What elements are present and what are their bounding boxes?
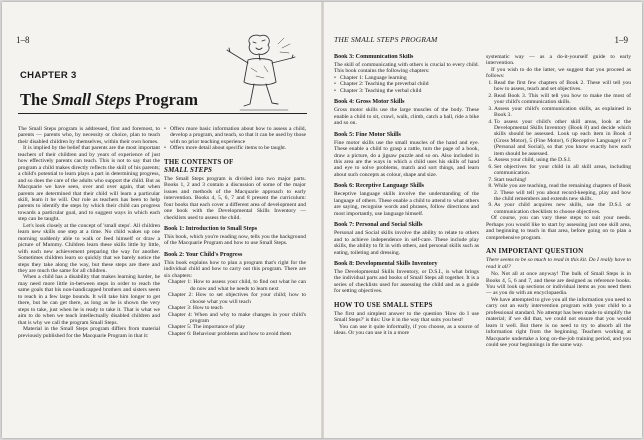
body-paragraph: When a child has a disability that makes learning harder, he may need more little in-between steps in order to reach the same goals that his non-handicapped brothers and sisters seem to reach in a few large bounds. It will take him longer to get there, but he can get there, as long as he is shown the very steps to take, just when he is ready to take it. That is what we aim to do when we teach intellectually disabled children and that is why we call the program Small Steps.: [18, 274, 160, 326]
list-item: • Chapter 1: Language learning: [340, 75, 479, 81]
list-item: • Chapter 2: How to set objectives for your child; how to choose what you will teach: [168, 292, 306, 305]
book-description: Receptive language skills involve the understanding of the language of others. These enable a child to attend to what others are saying, recognise words and phrases, follow directions and most importantly, use language himself.: [334, 191, 479, 217]
list-item: • Chapter 3: How to teach: [168, 305, 306, 311]
book-description: Gross motor skills use the large muscles of the body. These enable a child to sit, crawl, walk, climb, catch a ball, ride a bike and so on.: [334, 107, 479, 127]
section-heading-question: AN IMPORTANT QUESTION: [486, 247, 584, 256]
differences-list: [164, 126, 306, 152]
book-description: This book explains how to plan a program that's right for the individual child and how to carry out this program. There are six chapters:: [164, 259, 306, 279]
right-column-2: [486, 54, 631, 432]
book-heading: Book 6: Receptive Language Skills: [334, 183, 425, 190]
body-paragraph: The first and simplest answer to the question 'How do I use Small Steps?' is this: Use it in the way that suits you best!: [334, 310, 479, 324]
left-page: [2, 2, 321, 438]
left-column-2: [164, 126, 306, 431]
contents-paragraph: The Small Steps program is divided into two major parts. Books 1, 2 and 3 contain a discussion of some of the major issues and methods of the Macquarie approach to early intervention. Books 4, 5, 6, 7 and 8 present the curriculum: four books that each cover a different area of development and one book with the Developmental Skills Inventory — checklists used to assess the child.: [164, 175, 306, 221]
list-item: • Chapter 6: Behaviour problems and how to avoid them: [168, 331, 306, 337]
list-item: • Chapter 1: How to assess your child, to find out what he can do now and what he needs to learn next: [168, 279, 306, 292]
question-text: There seems to be so much to read in this kit. Do I really have to read it all?: [486, 257, 631, 270]
page-number: 1–8: [16, 35, 30, 45]
list-item: • Offers more detail about specific items to be taught.: [170, 145, 306, 151]
body-paragraph: systematic way — as a do-it-yourself guide to early intervention.: [486, 54, 631, 67]
left-column-1: [18, 126, 160, 431]
body-paragraph: You can use it quite informally, if you choose, as a source of ideas. Or you can use it in a more: [334, 323, 479, 337]
list-item: 3. Assess your child's communication skills, as explained in Book 3.: [494, 106, 631, 119]
answer-paragraph: No. Not all at once anyway! The bulk of Small Steps is in Books 4, 5, 6 and 7, and these are designed as reference books. You will look up sections or individual items as you need them — as you do with an encyclopaedia.: [486, 271, 631, 297]
body-paragraph: If you wish to do the latter, we suggest that you proceed as follows:: [486, 66, 631, 80]
list-item: • Chapter 5: The importance of play: [168, 324, 306, 330]
body-paragraph: Let's look closely at the concept of 'small steps'. All children learn new skills one step at a time. No child wakes up one morning suddenly able to walk or feed himself or draw a picture of Mummy. Children learn these skills little by little, with each new achievement preparing the way for another. Sometimes children learn so quickly that we barely notice the steps they take along the way, but these steps are there and they are much the same for all children.: [18, 222, 160, 274]
list-item: 5. Assess your child, using the D.S.I.: [494, 157, 631, 163]
steps-list: [486, 80, 631, 216]
book-heading: Book 5: Fine Motor Skills: [334, 131, 401, 138]
body-paragraph: Material in the Small Steps program differs from material previously published for the Macquarie Program in that it:: [18, 326, 160, 339]
list-item: 7. Start teaching!: [494, 177, 631, 183]
intro-paragraph: The Small Steps program is addressed, first and foremost, to parents — parents who, by necessity or choice, plan to teach their disabled children by themselves, within their own homes.: [18, 126, 160, 145]
title-rule: [18, 113, 307, 114]
body-paragraph: It is implied by the belief that parents are the most important teachers of their children and by years of experience of just how effectively parents can teach. This is not to say that the program a child makes directly reflects the skill of his parents; a child's potential to learn plays a part in determining progress, and so does the care of the adults who support the child. But as Macquarie we have seen, over and over again, that when parents are determined that their child will learn a particular skill, learn it he will. Our role as teachers has been to help parents to identify the steps by which their child can progress towards a particular goal, and to suggest ways in which each step can be taught.: [18, 145, 160, 223]
right-column-1: [334, 54, 479, 432]
book-description: The Developmental Skills Inventory, or D.S.I., is what brings the individual parts and books of Small Steps all together. It is a series of checklists used for assessing the child and as a guide for setting objectives.: [334, 268, 479, 295]
list-item: • Chapter 2: Teaching the preverbal child: [340, 81, 479, 87]
page-number: 1–9: [614, 35, 628, 45]
list-item: 6. Set objectives for your child in all skill areas, including communication.: [494, 164, 631, 177]
list-item: 1. Read the first few chapters of Book 2. These will tell you how to assess, teach and set objectives.: [494, 80, 631, 93]
child-sketch-illustration: [220, 30, 300, 114]
body-paragraph: Of course, you can vary these steps to suit your needs. Perhaps you would like to start by assessing just one skill area, and beginning to teach in that area, before going on to plan a comprehensive program.: [486, 215, 631, 241]
list-item: 4. To assess your child's other skill areas, look at the Developmental Skills Inventory (Book 8) and decide which skills should be assessed. Look up each item in Book 4 (Gross Motor), 5 (Fine Motor), 6 (Receptive Language) or 7 (Personal and Social), so that you know exactly how each item should be assessed.: [494, 119, 631, 158]
right-page: [324, 2, 642, 438]
book-heading: Book 4: Gross Motor Skills: [334, 99, 405, 106]
list-item: • Chapter 3: Teaching the verbal child: [340, 88, 479, 94]
list-item: • Chapter 4: When and why to make changes in your child's program: [168, 312, 306, 325]
list-item: 8. While you are teaching, read the remaining chapters of Book 2. These will tell you about record-keeping, play and how the child remembers and extends new skills.: [494, 183, 631, 202]
section-heading-contents: THE CONTENTS OF SMALL STEPS: [164, 157, 234, 174]
list-item: 9. As your child acquires new skills, use the D.S.I. or communication checklists to choose objectives.: [494, 202, 631, 215]
book-description: Fine motor skills use the small muscles of the hand and eye. These enable a child to grasp a rattle, turn the page of a book, draw a picture, do a jigsaw puzzle and so on. Also included in this area are the ways in which a child uses his skills of hand and eye to solve problems, match and sort things, and learn about such concepts as colour, shape and size.: [334, 139, 479, 178]
book-heading: Book 2: Your Child's Progress: [164, 251, 243, 258]
chapter-number: CHAPTER 3: [20, 70, 77, 81]
chapter-list: [164, 279, 306, 337]
book-description: The skill of communicating with others is crucial to every child. This book contains the following chapters:: [334, 62, 479, 75]
answer-paragraph: We have attempted to give you all the information you need to carry out an early intervention program with your child to a professional standard. No attempt has been made to simplify the material; if we did that, we could not ensure that you would learn it well. But there is no need to try to absorb all the information right from the beginning. Teachers working at Macquarie undertake a long on-the-job training period, and you could see your beginnings in the same way.: [486, 296, 631, 349]
book-heading: Book 1: Introduction to Small Steps: [164, 225, 258, 232]
section-heading-how-to-use: HOW TO USE SMALL STEPS: [334, 300, 433, 309]
chapter-list: [334, 75, 479, 94]
list-item: • Offers more basic information about how to assess a child, develop a program, and teach, so that it can be used by those with no prior teaching experience: [170, 126, 306, 145]
book-description: Personal and Social skills involve the ability to relate to others and to achieve independence in self-care. These include play skills, the ability to fit in with others, and personal skills such as eating, toileting and dressing.: [334, 230, 479, 256]
chapter-title: The Small Steps Program: [20, 90, 199, 109]
book-spread: [2, 2, 642, 438]
book-heading: Book 7: Personal and Social Skills: [334, 222, 423, 229]
book-heading: Book 3: Communication Skills: [334, 54, 414, 60]
book-description: This book, which you're reading now, tells you the background of the Macquarie Program and how to use Small Steps.: [164, 233, 306, 247]
book-heading: Book 8: Developmental Skills Inventory: [334, 260, 438, 267]
running-head: THE SMALL STEPS PROGRAM: [334, 35, 438, 44]
list-item: 2. Read Book 3. This will tell you how to make the most of your child's communication skills.: [494, 93, 631, 106]
